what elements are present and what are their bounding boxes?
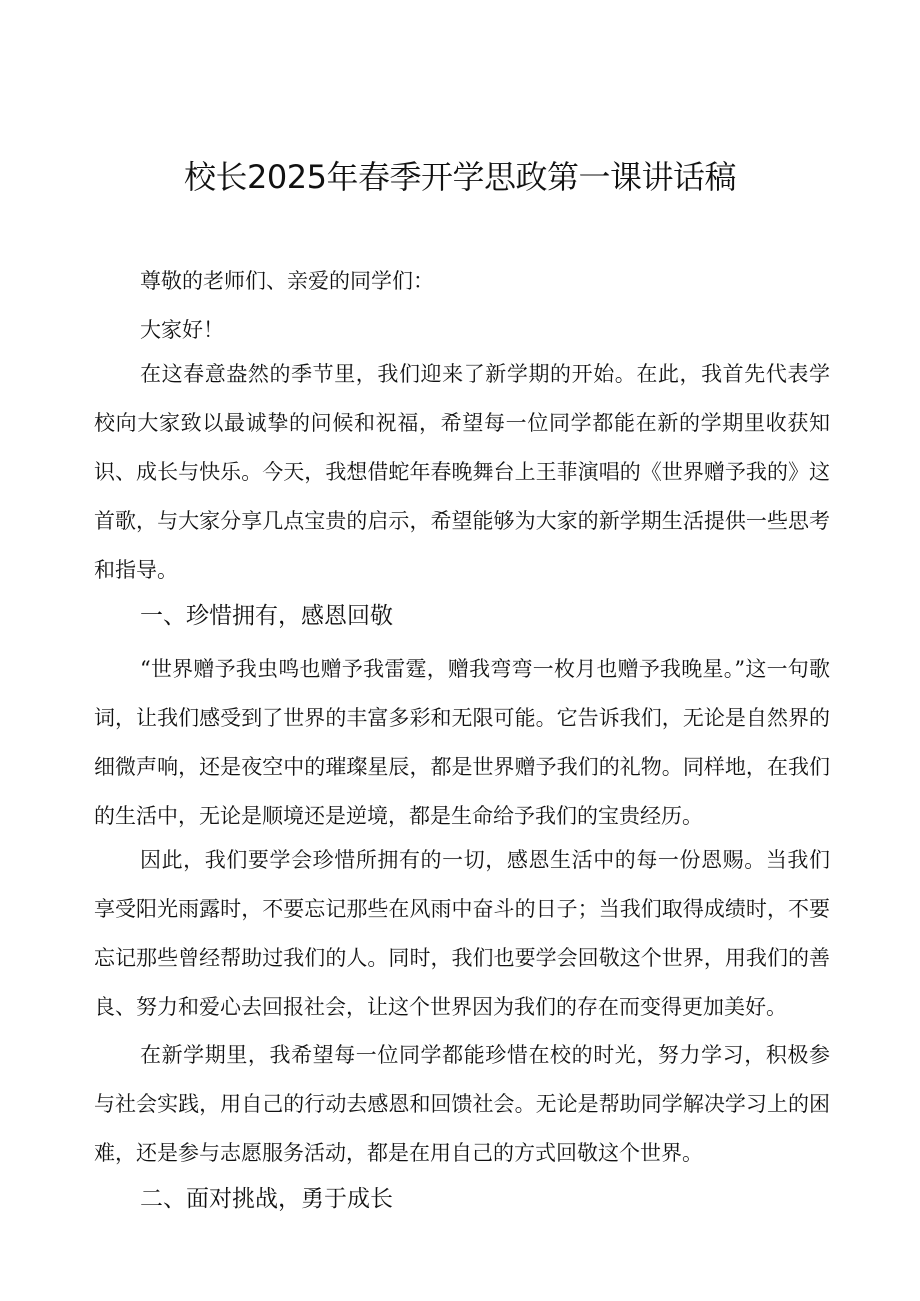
greeting: 大家好！ — [140, 318, 224, 342]
document-title: 校长2025年春季开学思政第一课讲话稿 — [184, 158, 736, 196]
intro-paragraph: 在这春意盎然的季节里，我们迎来了新学期的开始。在此，我首先代表学校向大家致以最诚挚的问候和祝福，希望每一位同学都能在新的学期里收获知识、成长与快乐。今天，我想借蛇年春晚舞台上王菲演唱的《世界赠予我的》这首歌，与大家分享几点宝贵的启示，希望能够为大家的新学期生活提供一些思考和指导。 — [94, 362, 830, 582]
salutation: 尊敬的老师们、亲爱的同学们： — [140, 269, 434, 293]
section-2-heading: 二、面对挑战，勇于成长 — [140, 1186, 393, 1212]
section-1-paragraph-3: 在新学期里，我希望每一位同学都能珍惜在校的时光，努力学习，积极参与社会实践，用自己的行动去感恩和回馈社会。无论是帮助同学解决学习上的困难，还是参与志愿服务活动，都是在用自己的方式回敬这个世界。 — [94, 1043, 830, 1165]
section-1-heading: 一、珍惜拥有，感恩回敬 — [140, 603, 393, 629]
section-1-paragraph-1: “世界赠予我虫鸣也赠予我雷霆，赠我弯弯一枚月也赠予我晚星。”这一句歌词，让我们感受到了世界的丰富多彩和无限可能。它告诉我们，无论是自然界的细微声响，还是夜空中的璀璨星辰，都是世界赠予我们的礼物。同样地，在我们的生活中，无论是顺境还是逆境，都是生命给予我们的宝贵经历。 — [94, 657, 830, 828]
section-1-paragraph-2: 因此，我们要学会珍惜所拥有的一切，感恩生活中的每一份恩赐。当我们享受阳光雨露时，不要忘记那些在风雨中奋斗的日子；当我们取得成绩时，不要忘记那些曾经帮助过我们的人。同时，我们也要学会回敬这个世界，用我们的善良、努力和爱心去回报社会，让这个世界因为我们的存在而变得更加美好。 — [94, 848, 830, 1019]
